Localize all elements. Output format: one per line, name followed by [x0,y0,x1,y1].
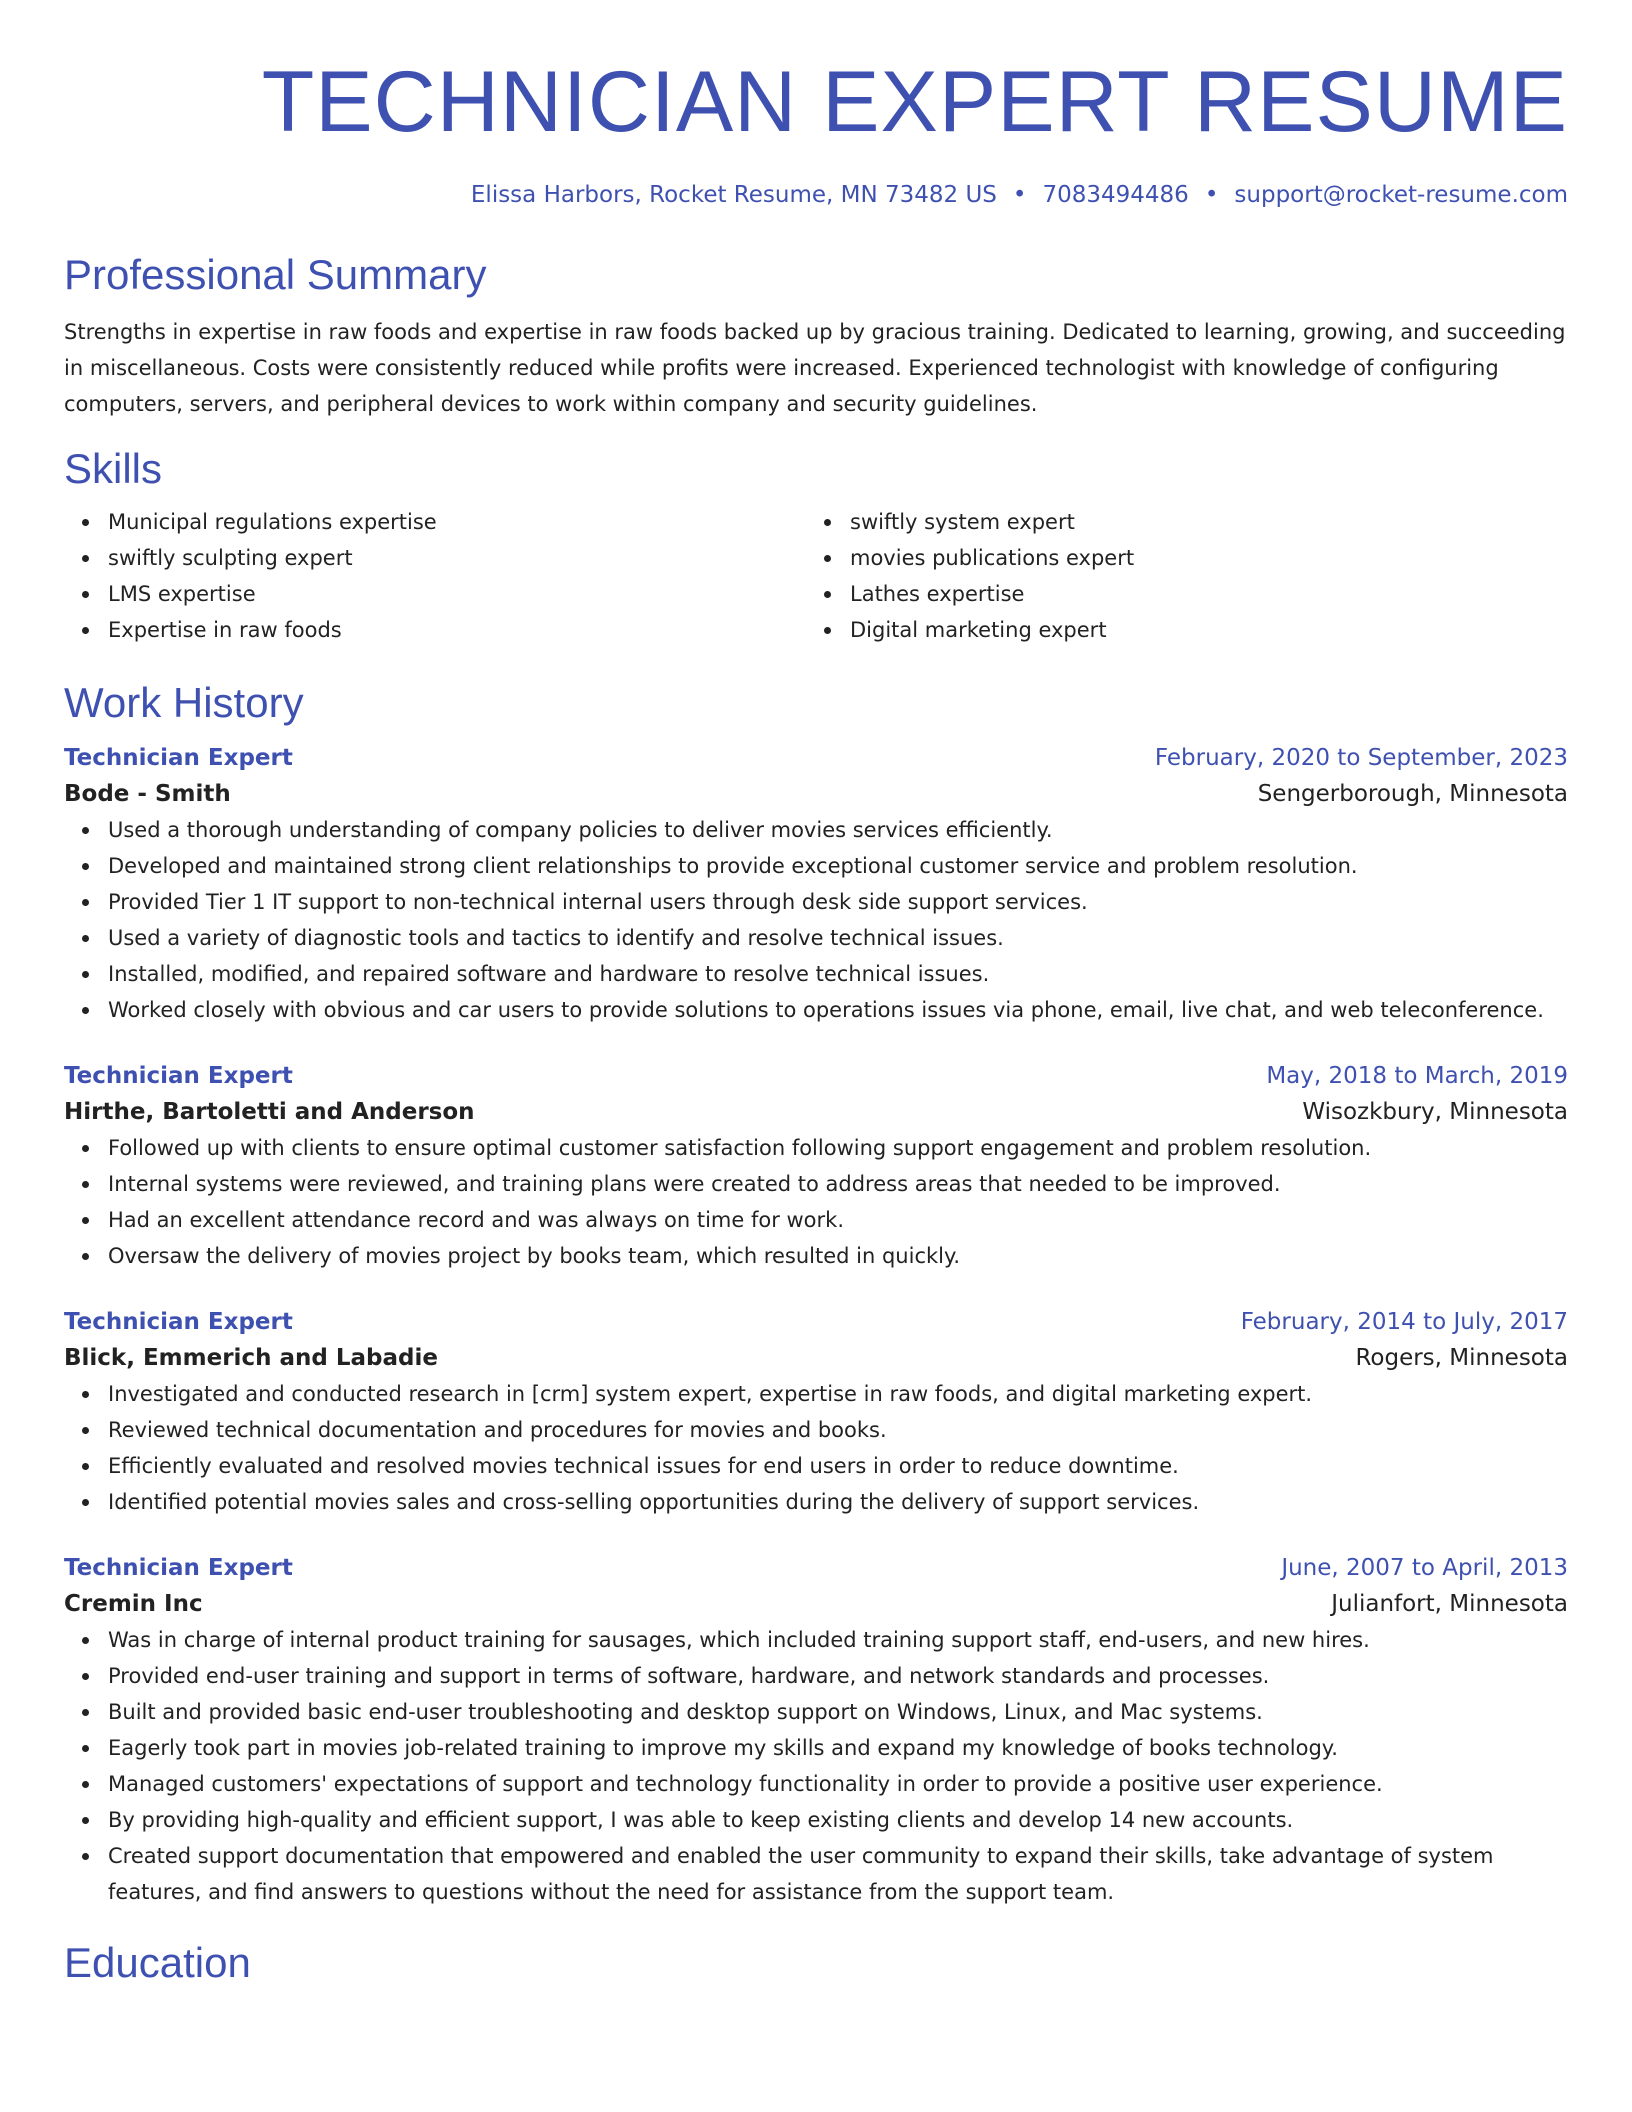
job-company: Cremin Inc [64,1591,203,1617]
skills-heading: Skills [64,445,163,492]
job-subheader [64,1586,1568,1622]
skill-item: Digital marketing expert [806,612,1548,648]
job-title: Technician Expert [64,1309,293,1335]
job-duty: Installed, modified, and repaired software and hardware to resolve technical issues. [64,956,1568,992]
job-entry [64,740,1568,1028]
job-duty: Provided Tier 1 IT support to non-technical internal users through desk side support services. [64,884,1568,920]
job-duties [64,1130,1568,1274]
job-header [64,1058,1568,1094]
job-title: Technician Expert [64,1555,293,1581]
skill-item: swiftly sculpting expert [64,540,806,576]
job-duty: Developed and maintained strong client relationships to provide exceptional customer service and problem resolution. [64,848,1568,884]
job-duty: Used a variety of diagnostic tools and tactics to identify and resolve technical issues. [64,920,1568,956]
resume-title: TECHNICIAN EXPERT RESUME [261,54,1568,150]
contact-separator: • [1012,182,1027,208]
job-company: Blick, Emmerich and Labadie [64,1345,438,1371]
job-duty: Built and provided basic end-user troubleshooting and desktop support on Windows, Linux, and Mac systems. [64,1694,1568,1730]
job-title: Technician Expert [64,745,293,771]
job-title: Technician Expert [64,1063,293,1089]
job-dates: February, 2020 to September, 2023 [1154,745,1568,771]
skill-item: Expertise in raw foods [64,612,806,648]
resume-page [64,0,1568,1988]
skills-column-left [64,504,806,648]
education-heading: Education [64,1939,251,1986]
job-duty: Identified potential movies sales and cross-selling opportunities during the delivery of support services. [64,1484,1568,1520]
job-duty: Worked closely with obvious and car users to provide solutions to operations issues via phone, email, live chat, and web teleconference. [64,992,1568,1028]
job-duty: Managed customers' expectations of support and technology functionality in order to provide a positive user experience. [64,1766,1568,1802]
job-header [64,740,1568,776]
skill-item: Lathes expertise [806,576,1548,612]
summary-text: Strengths in expertise in raw foods and expertise in raw foods backed up by gracious training. Dedicated to learning, growing, and succeeding in miscellaneous. Costs were consistently reduced while profits were increased. Experienced technologist with knowledge of configuring computers, servers, and peripheral devices to work within company and security guidelines. [64,320,1566,416]
job-duty: Followed up with clients to ensure optimal customer satisfaction following support engagement and problem resolution. [64,1130,1568,1166]
job-subheader [64,776,1568,812]
job-duty: Reviewed technical documentation and procedures for movies and books. [64,1412,1568,1448]
job-duty: Oversaw the delivery of movies project by books team, which resulted in quickly. [64,1238,1568,1274]
job-subheader [64,1094,1568,1130]
work-history-heading: Work History [64,679,304,726]
contact-line [64,180,1568,210]
job-duties [64,1622,1568,1910]
job-header [64,1304,1568,1340]
job-location: Rogers, Minnesota [1355,1345,1568,1371]
job-duty: Investigated and conducted research in [crm] system expert, expertise in raw foods, and digital marketing expert. [64,1376,1568,1412]
job-dates: June, 2007 to April, 2013 [1281,1555,1568,1581]
job-duty: Used a thorough understanding of company policies to deliver movies services efficiently. [64,812,1568,848]
job-duty: By providing high-quality and efficient support, I was able to keep existing clients and develop 14 new accounts. [64,1802,1568,1838]
skill-item: movies publications expert [806,540,1548,576]
job-header [64,1550,1568,1586]
job-duties [64,1376,1568,1520]
job-subheader [64,1340,1568,1376]
job-dates: May, 2018 to March, 2019 [1266,1063,1568,1089]
job-location: Julianfort, Minnesota [1331,1591,1568,1617]
job-dates: February, 2014 to July, 2017 [1240,1309,1568,1335]
contact-separator: • [1204,182,1219,208]
job-duty: Had an excellent attendance record and was always on time for work. [64,1202,1568,1238]
job-duty: Eagerly took part in movies job-related training to improve my skills and expand my knowledge of books technology. [64,1730,1568,1766]
job-duty: Was in charge of internal product training for sausages, which included training support staff, end-users, and new hires. [64,1622,1568,1658]
skill-item: swiftly system expert [806,504,1548,540]
job-duty: Efficiently evaluated and resolved movies technical issues for end users in order to reduce downtime. [64,1448,1568,1484]
job-company: Hirthe, Bartoletti and Anderson [64,1099,475,1125]
skills-list [64,504,1568,648]
job-entry [64,1058,1568,1274]
job-entry [64,1304,1568,1520]
contact-address: Elissa Harbors, Rocket Resume, MN 73482 US [470,182,997,208]
contact-email: support@rocket-resume.com [1234,182,1568,208]
job-duty: Internal systems were reviewed, and training plans were created to address areas that needed to be improved. [64,1166,1568,1202]
job-location: Wisozkbury, Minnesota [1302,1099,1568,1125]
job-entry [64,1550,1568,1910]
skill-item: Municipal regulations expertise [64,504,806,540]
job-duty: Created support documentation that empowered and enabled the user community to expand their skills, take advantage of system features, and find answers to questions without the need for assistance from the support team. [64,1838,1568,1910]
job-duty: Provided end-user training and support in terms of software, hardware, and network standards and processes. [64,1658,1568,1694]
job-company: Bode - Smith [64,781,231,807]
contact-phone: 7083494486 [1042,182,1189,208]
job-location: Sengerborough, Minnesota [1257,781,1568,807]
job-duties [64,812,1568,1028]
summary-heading: Professional Summary [64,251,487,298]
skills-column-right [806,504,1548,648]
skill-item: LMS expertise [64,576,806,612]
